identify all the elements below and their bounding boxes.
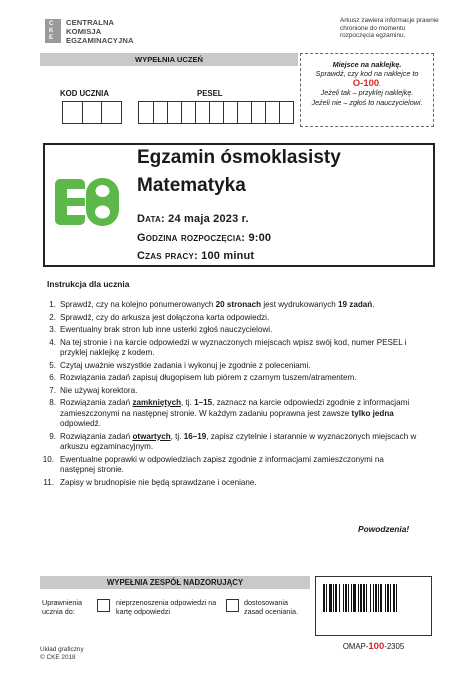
instruction-item [40, 455, 420, 476]
supervisors-header: WYPEŁNIA ZESPÓŁ NADZORUJĄCY [40, 576, 310, 589]
barcode-bar [358, 584, 359, 612]
item-text: , zapisz czytelnie i starannie w wyznaczonych miejscach w arkuszu egzaminacyjnym. [60, 431, 417, 451]
instruction-item [40, 478, 420, 489]
instruction-item [40, 325, 420, 336]
item-number: 7. [49, 385, 56, 395]
item-text: Zapisy w brudnopisie nie będą sprawdzane i oceniane. [60, 477, 257, 487]
item-text: Rozwiązania zadań [60, 398, 133, 407]
student-code-label: KOD UCZNIA [60, 89, 109, 98]
item-number: 6. [49, 373, 56, 382]
entitlements-label: Uprawnienia ucznia do: [42, 598, 82, 616]
cke-logo-badge [45, 19, 61, 43]
copyright-note: Arkusz zawiera informacje prawnie chronione do momentu rozpoczęcia egzaminu. [340, 17, 439, 40]
exam-duration [137, 250, 254, 262]
pesel-cell-divider [223, 102, 224, 123]
footer-line: Układ graficzny [40, 646, 84, 653]
code-prefix: OMAP- [342, 642, 369, 651]
sheet-code [315, 641, 432, 652]
entitlement-checkbox-grading[interactable] [226, 599, 239, 612]
student-code-field[interactable] [62, 101, 122, 124]
item-emphasis: otwartych [132, 431, 171, 441]
pesel-cell-divider [251, 102, 252, 123]
sticker-instruction: Sprawdź, czy kod na naklejce to [315, 69, 419, 79]
barcode-bar [326, 584, 327, 612]
item-text: Rozwiązania zadań [60, 431, 133, 441]
barcode-bar [393, 584, 395, 612]
instruction-item [40, 432, 420, 453]
barcode-bar [345, 584, 347, 612]
time-label: Godzina rozpoczęcia: [137, 232, 246, 244]
item-emphasis: zamkniętych [132, 398, 182, 407]
item-text: jest wydrukowanych [261, 300, 339, 309]
barcode-bar [353, 584, 356, 612]
instruction-item [40, 338, 420, 359]
item-text: Na tej stronie i na karcie odpowiedzi w wyznaczonych miejscach wpisz swój kod, numer PESEL i przyklej naklejkę z kodem. [60, 337, 407, 357]
sticker-code-suffix: . [379, 78, 382, 88]
item-text: , tj. [170, 431, 184, 441]
cke-logo-letter: C [49, 21, 54, 27]
item-number: 10. [42, 454, 54, 464]
barcode-bar [373, 584, 374, 612]
instruction-item [40, 386, 420, 397]
barcode-bar [351, 584, 352, 612]
entitlement-checkbox-transfer[interactable] [97, 599, 110, 612]
instruction-item [40, 361, 420, 372]
barcode-icon [323, 584, 423, 612]
item-number: 8. [49, 398, 56, 407]
barcode-bar [360, 584, 362, 612]
barcode-bar [348, 584, 349, 612]
entitlement-option-grading: dostosowania zasad oceniania. [244, 598, 298, 616]
item-text: Czytaj uważnie wszystkie zadania i wykonuj je zgodnie z poleceniami. [60, 360, 311, 370]
item-number: 2. [49, 312, 56, 322]
item-number: 3. [49, 325, 56, 334]
logo-line: KOMISJA [66, 27, 102, 36]
barcode-bar [329, 584, 332, 612]
instruction-item [40, 313, 420, 324]
barcode-bar [343, 584, 344, 612]
code-number: 100 [368, 641, 385, 652]
barcode-bar [333, 584, 334, 612]
barcode-bar [385, 584, 386, 612]
instruction-item [40, 373, 420, 384]
entitlement-option-transfer: nieprzenoszenia odpowiedzi na kartę odpowiedzi [116, 598, 217, 616]
item-text: odpowiedź. [60, 419, 101, 428]
exam-date [137, 213, 249, 225]
pesel-cell-divider [167, 102, 168, 123]
pesel-cell-divider [265, 102, 266, 123]
barcode-box [315, 576, 432, 636]
sticker-area [300, 53, 434, 127]
cke-logo-letter: K [49, 28, 54, 34]
pesel-field[interactable] [138, 101, 294, 124]
barcode-bar [396, 584, 397, 612]
item-number: 11. [43, 477, 54, 487]
exam-start-time [137, 232, 271, 244]
item-text: Rozwiązania zadań zapisuj długopisem lub piórem z czarnym tuszem/atramentem. [60, 373, 357, 382]
item-text: Sprawdź, czy do arkusza jest dołączona karta odpowiedzi. [60, 312, 270, 322]
e8-logo [55, 178, 119, 226]
item-emphasis: 19 zadań [338, 300, 373, 309]
barcode-bar [339, 584, 340, 612]
student-section-header: WYPEŁNIA UCZEŃ [40, 53, 298, 66]
exam-subject: Matematyka [137, 175, 246, 196]
logo-line: CENTRALNA [66, 18, 115, 27]
duration-label: Czas pracy: [137, 250, 198, 262]
date-value: 24 maja 2023 r. [168, 213, 249, 225]
item-emphasis: tylko jedna [351, 408, 394, 418]
exam-title: Egzamin ósmoklasisty [137, 147, 341, 168]
sticker-title: Miejsce na naklejkę. [332, 60, 402, 69]
barcode-bar [380, 584, 382, 612]
instruction-item [40, 398, 420, 430]
logo-line: EGZAMINACYJNA [66, 36, 134, 45]
pesel-cell-divider [195, 102, 196, 123]
barcode-bar [387, 584, 389, 612]
instructions-list [40, 300, 420, 490]
date-label: Data: [137, 213, 165, 225]
pesel-cell-divider [209, 102, 210, 123]
instruction-item [40, 300, 420, 311]
item-text: Sprawdź, czy na kolejno ponumerowanych [60, 300, 216, 309]
item-text: Ewentualne poprawki w odpowiedziach zapisz zgodnie z informacjami zamieszczonymi na następnej stronie. [60, 454, 384, 474]
barcode-bar [390, 584, 391, 612]
item-text: , zaznacz na karcie odpowiedzi zgodnie z informacjami zamieszczonymi na następnej stronie. W każdym zadaniu poprawna jest zawsze [60, 398, 410, 418]
item-number: 4. [49, 337, 56, 347]
item-number: 5. [49, 360, 56, 370]
sticker-instruction-yes: Jeżeli tak – przyklej naklejkę. [320, 88, 414, 98]
closing-message: Powodzenia! [358, 524, 410, 534]
instructions-heading: Instrukcja dla ucznia [47, 279, 130, 289]
item-text: . [372, 300, 375, 309]
sticker-instruction-no: Jeżeli nie – zgłoś to nauczycielowi. [311, 97, 423, 107]
item-text: Ewentualny brak stron lub inne usterki zgłoś nauczycielowi. [60, 325, 273, 334]
time-value: 9:00 [248, 232, 272, 244]
pesel-cell-divider [279, 102, 280, 123]
item-number: 9. [49, 431, 56, 441]
footer-copyright: © CKE 2018 [40, 653, 76, 661]
footer [40, 646, 84, 661]
barcode-bar [370, 584, 371, 612]
barcode-bar [378, 584, 379, 612]
barcode-bar [335, 584, 337, 612]
pesel-cell-divider [181, 102, 182, 123]
item-emphasis: 1–15 [194, 398, 213, 407]
sticker-code: O-100 [352, 77, 380, 89]
item-number: 1. [49, 300, 56, 309]
barcode-bar [363, 584, 365, 612]
cke-logo-text [66, 18, 134, 45]
pesel-cell-divider [153, 102, 154, 123]
pesel-cell-divider [237, 102, 238, 123]
item-text: Nie używaj korektora. [60, 385, 138, 395]
item-text: , tj. [181, 398, 195, 407]
cke-logo-letter: E [49, 35, 54, 41]
barcode-bar [375, 584, 377, 612]
pesel-label: PESEL [197, 89, 223, 98]
duration-value: 100 minut [201, 250, 255, 262]
code-suffix: -2305 [384, 642, 405, 651]
item-emphasis: 20 stronach [215, 300, 262, 309]
item-emphasis: 16–19 [183, 431, 207, 441]
barcode-bar [366, 584, 367, 612]
barcode-bar [323, 584, 325, 612]
